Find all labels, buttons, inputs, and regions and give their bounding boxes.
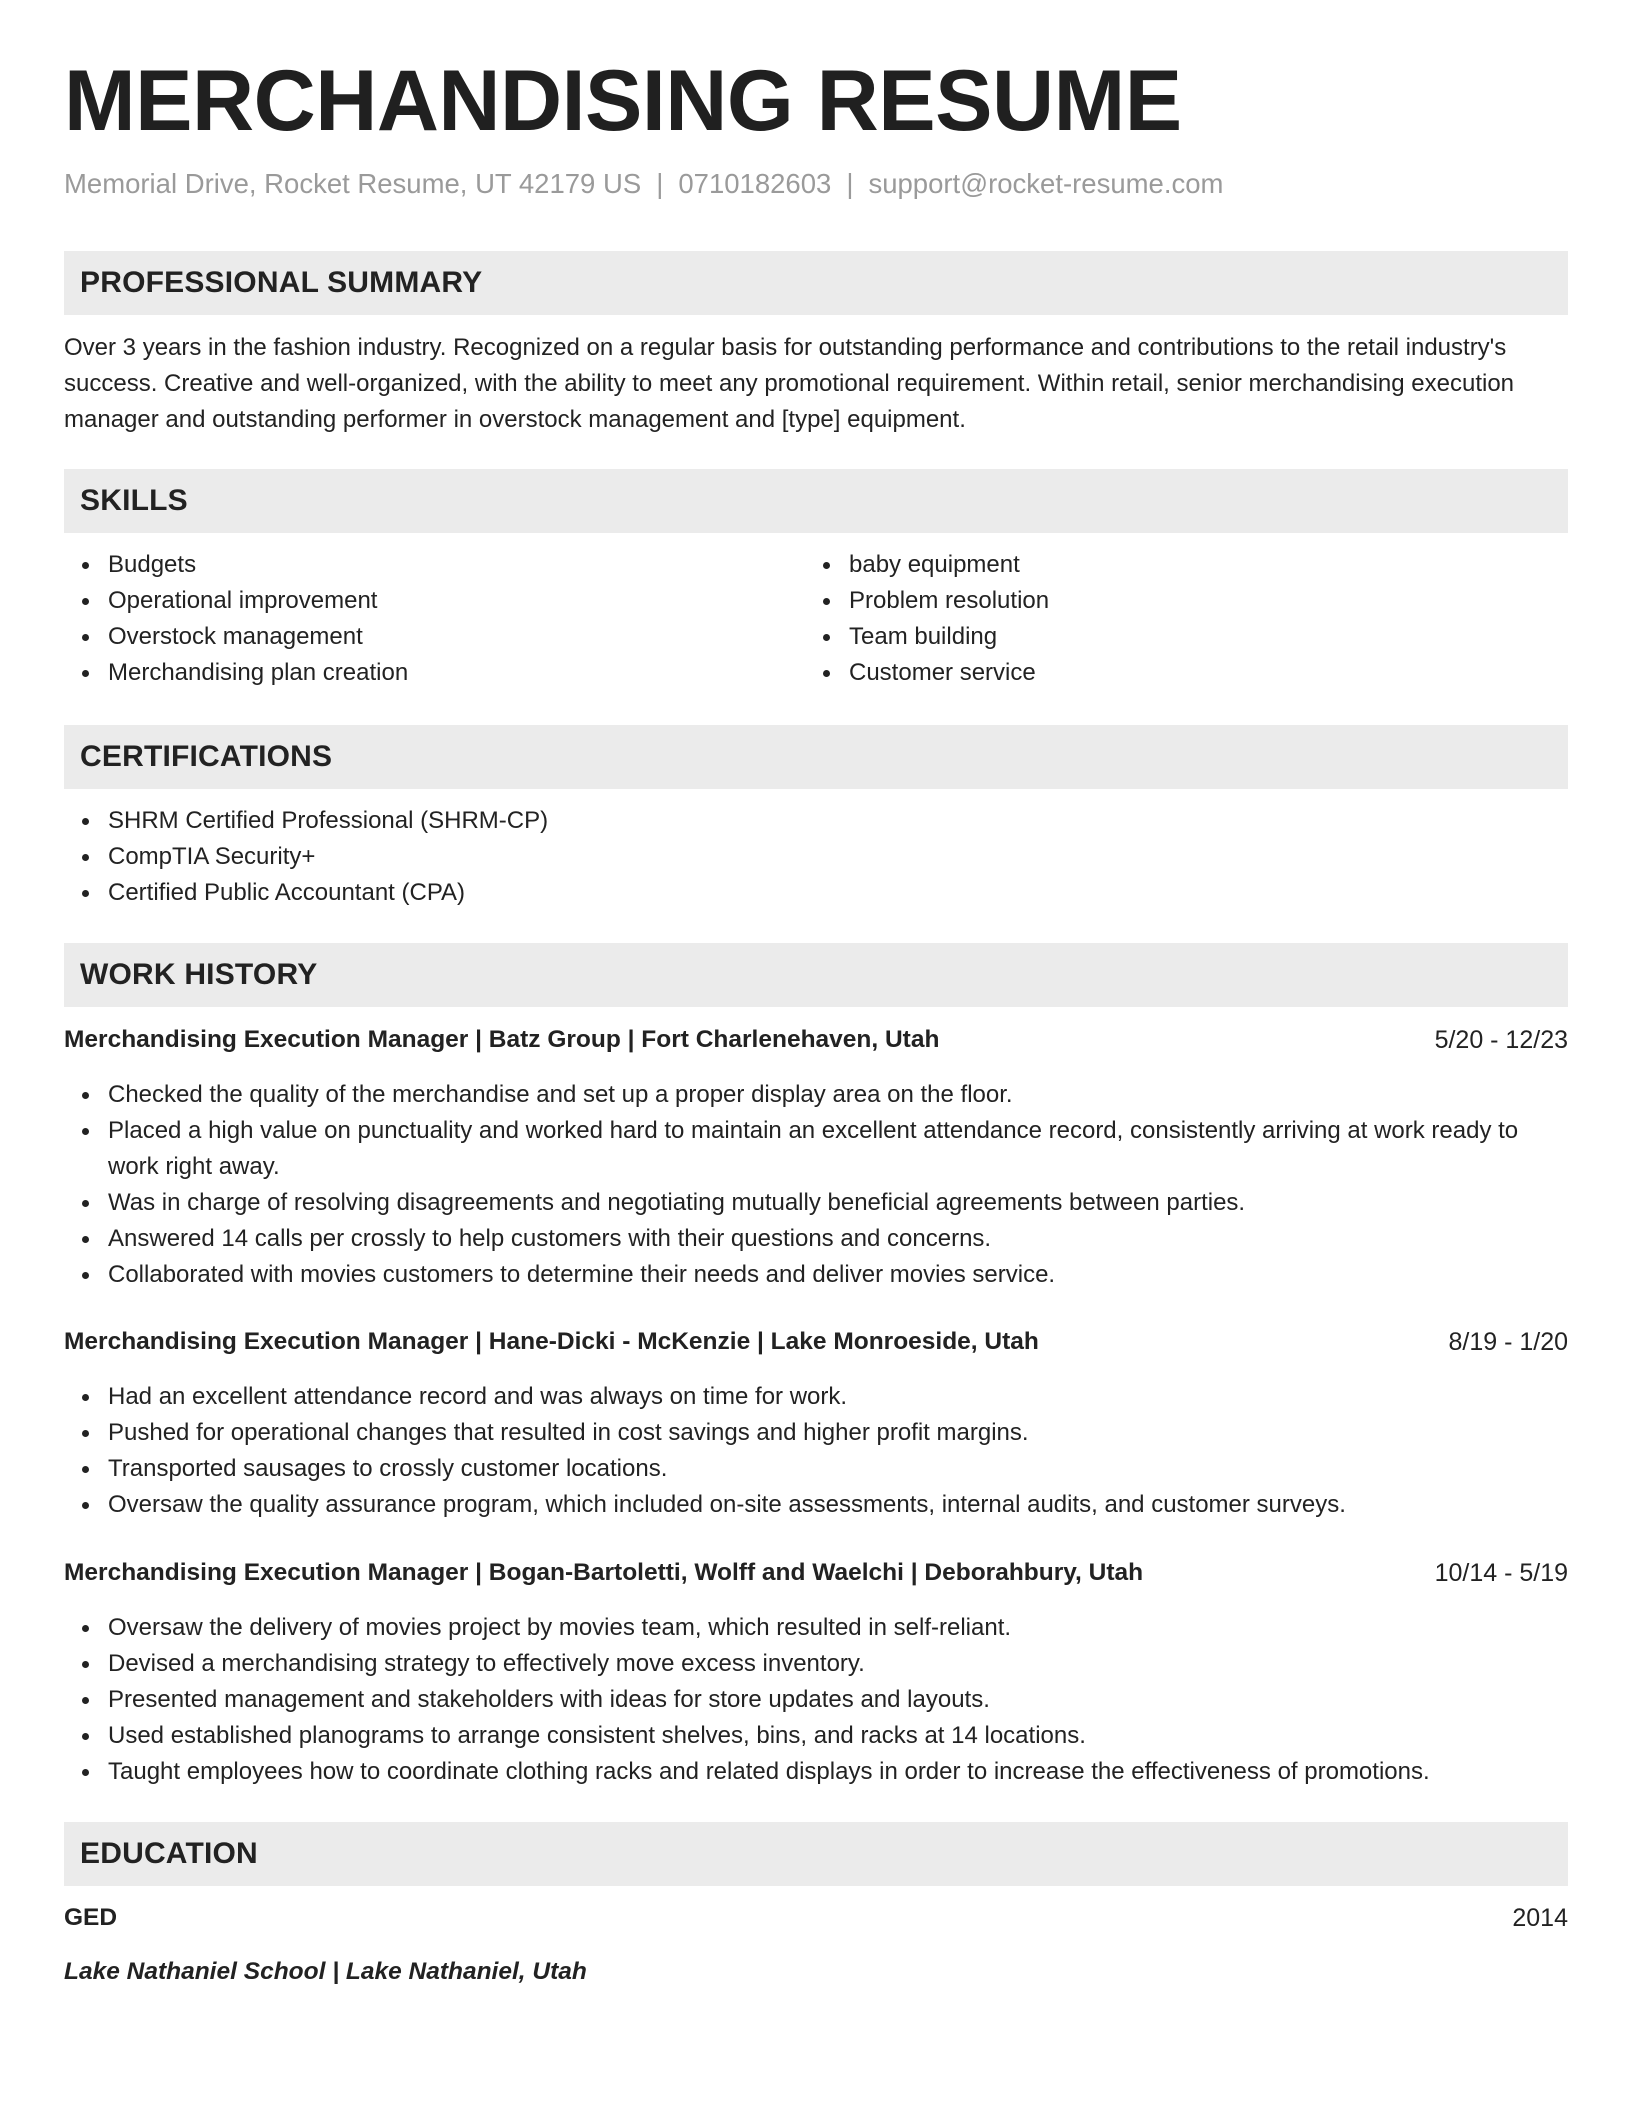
- certification-item: CompTIA Security+: [64, 839, 1568, 875]
- job-bullet: Used established planograms to arrange consistent shelves, bins, and racks at 14 locations.: [64, 1718, 1568, 1754]
- resume-title: MERCHANDISING RESUME: [64, 53, 1182, 149]
- job-bullet: Oversaw the delivery of movies project by movies team, which resulted in self-reliant.: [64, 1610, 1568, 1646]
- skill-item: Operational improvement: [64, 583, 794, 619]
- job-bullet: Devised a merchandising strategy to effectively move excess inventory.: [64, 1646, 1568, 1682]
- education-school: Lake Nathaniel School | Lake Nathaniel, Utah: [64, 1958, 587, 1985]
- job-bullet: Placed a high value on punctuality and worked hard to maintain an excellent attendance record, consistently arriving at work ready to work right away.: [64, 1113, 1568, 1185]
- job-bullet: Had an excellent attendance record and was always on time for work.: [64, 1379, 1568, 1415]
- job-bullets: [64, 1610, 1568, 1790]
- skills-list-left: [64, 547, 794, 691]
- certification-item: SHRM Certified Professional (SHRM-CP): [64, 803, 1568, 839]
- job-title: Merchandising Execution Manager | Bogan-Bartoletti, Wolff and Waelchi | Deborahbury, Utah: [64, 1559, 1144, 1586]
- section-header-skills: [64, 469, 1568, 533]
- job-bullet: Taught employees how to coordinate clothing racks and related displays in order to increase the effectiveness of promotions.: [64, 1754, 1568, 1790]
- job-header: [64, 1555, 1568, 1591]
- skill-item: Merchandising plan creation: [64, 655, 794, 691]
- contact-line: [64, 168, 1223, 200]
- education-header: [64, 1900, 1568, 1936]
- skill-item: Overstock management: [64, 619, 794, 655]
- job-bullet: Transported sausages to crossly customer locations.: [64, 1451, 1568, 1487]
- contact-separator: |: [656, 168, 664, 199]
- section-header-education: [64, 1822, 1568, 1886]
- section-title: EDUCATION: [80, 1837, 258, 1870]
- job-bullets: [64, 1077, 1568, 1293]
- certification-item: Certified Public Accountant (CPA): [64, 875, 1568, 911]
- contact-address: Memorial Drive, Rocket Resume, UT 42179 US: [64, 168, 642, 199]
- skills-list-right: [805, 547, 1565, 691]
- contact-separator: |: [846, 168, 854, 199]
- section-header-certifications: [64, 725, 1568, 789]
- job-header: [64, 1324, 1568, 1360]
- skill-item: Customer service: [805, 655, 1565, 691]
- job-bullet: Answered 14 calls per crossly to help customers with their questions and concerns.: [64, 1221, 1568, 1257]
- section-header-summary: [64, 251, 1568, 315]
- education-degree: GED: [64, 1904, 118, 1931]
- job-bullets: [64, 1379, 1568, 1523]
- section-title: WORK HISTORY: [80, 958, 318, 991]
- job-dates: 5/20 - 12/23: [1434, 1025, 1568, 1054]
- section-header-work-history: [64, 943, 1568, 1007]
- section-title: CERTIFICATIONS: [80, 740, 333, 773]
- skill-item: Problem resolution: [805, 583, 1565, 619]
- education-year: 2014: [1512, 1903, 1568, 1932]
- skill-item: Budgets: [64, 547, 794, 583]
- skill-item: baby equipment: [805, 547, 1565, 583]
- job-dates: 10/14 - 5/19: [1434, 1558, 1568, 1587]
- job-title: Merchandising Execution Manager | Batz Group | Fort Charlenehaven, Utah: [64, 1026, 940, 1053]
- skill-item: Team building: [805, 619, 1565, 655]
- job-dates: 8/19 - 1/20: [1448, 1327, 1568, 1356]
- job-bullet: Pushed for operational changes that resulted in cost savings and higher profit margins.: [64, 1415, 1568, 1451]
- section-title: PROFESSIONAL SUMMARY: [80, 266, 483, 299]
- job-bullet: Presented management and stakeholders with ideas for store updates and layouts.: [64, 1682, 1568, 1718]
- contact-phone: 0710182603: [678, 168, 832, 199]
- job-header: [64, 1022, 1568, 1058]
- job-title: Merchandising Execution Manager | Hane-Dicki - McKenzie | Lake Monroeside, Utah: [64, 1328, 1039, 1355]
- job-bullet: Oversaw the quality assurance program, which included on-site assessments, internal audits, and customer surveys.: [64, 1487, 1568, 1523]
- job-bullet: Collaborated with movies customers to determine their needs and deliver movies service.: [64, 1257, 1568, 1293]
- summary-text: Over 3 years in the fashion industry. Recognized on a regular basis for outstanding performance and contributions to the retail industry's success. Creative and well-organized, with the ability to meet any promotional requirement. Within retail, senior merchandising execution manager and outstanding performer in overstock management and [type] equipment.: [64, 334, 1515, 433]
- certifications-list: [64, 803, 1568, 911]
- job-bullet: Checked the quality of the merchandise and set up a proper display area on the floor.: [64, 1077, 1568, 1113]
- section-title: SKILLS: [80, 484, 188, 517]
- contact-email: support@rocket-resume.com: [868, 168, 1224, 199]
- job-bullet: Was in charge of resolving disagreements and negotiating mutually beneficial agreements between parties.: [64, 1185, 1568, 1221]
